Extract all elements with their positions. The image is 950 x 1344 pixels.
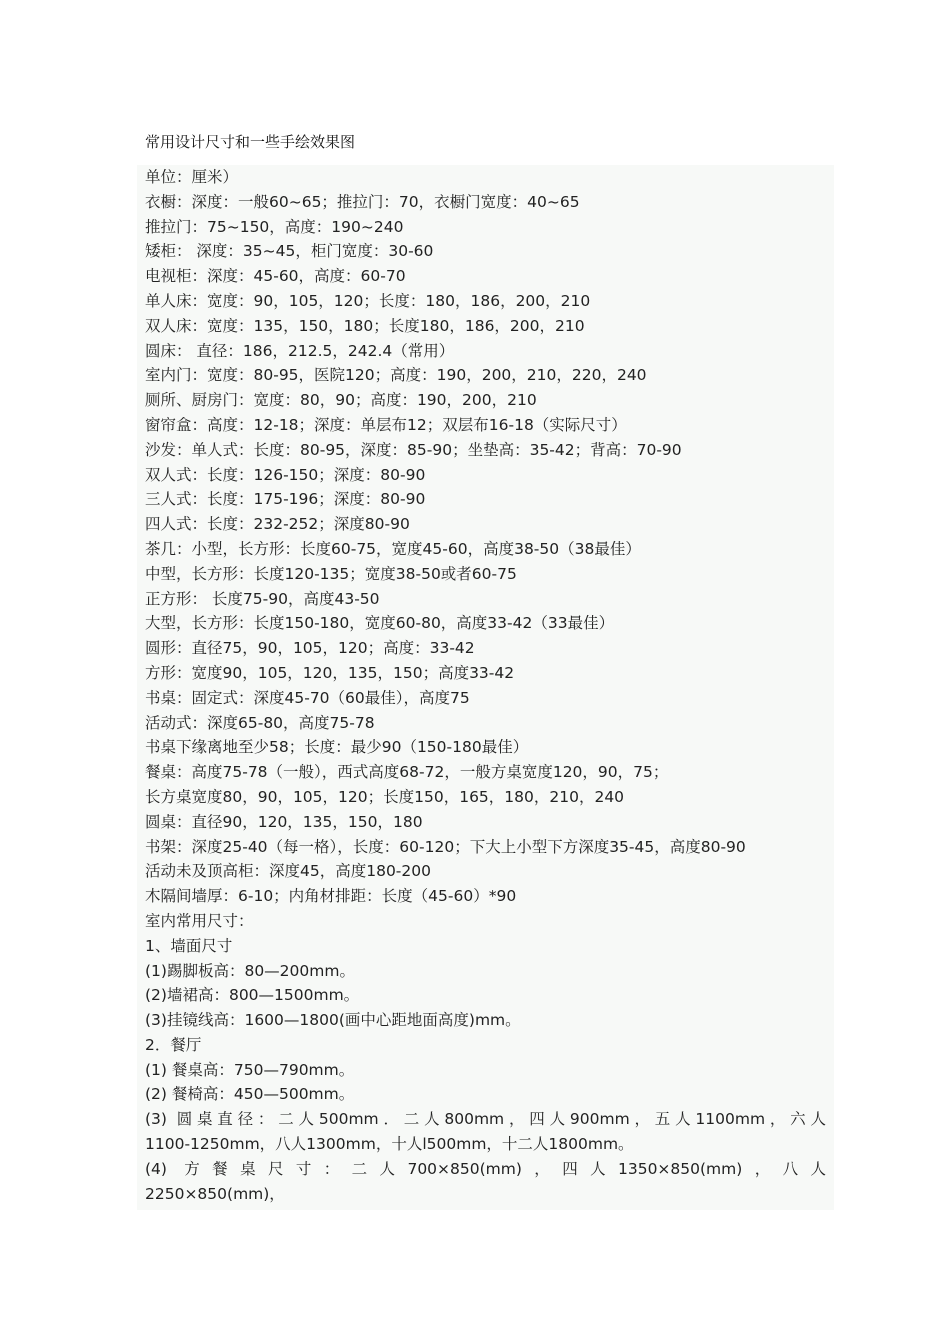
text-line: 活动式：深度65-80，高度75-78 [145,713,375,732]
text-line: (1)踢脚板高：80—200mm。 [145,961,355,980]
text-line: 厕所、厨房门：宽度：80，90；高度：190，200，210 [145,391,537,410]
text-line: 1、墙面尺寸 [145,936,233,955]
text-line: 2．餐厅 [145,1035,202,1054]
text-line: (4) 方餐桌尺寸：二人700×850(mm)，四人1350×850(mm)，八人 [145,1159,826,1178]
text-line: 电视柜：深度：45-60，高度：60-70 [145,267,406,286]
text-line: 书桌下缘离地至少58；长度：最少90（150-180最佳） [145,738,529,757]
text-line: (3)挂镜线高：1600—1800(画中心距地面高度)mm。 [145,1011,521,1030]
text-line: 方形：宽度90，105，120，135，150；高度33-42 [145,663,515,682]
text-line: 长方桌宽度80，90，105，120；长度150，165，180，210，240 [145,787,625,806]
text-line: 中型，长方形：长度120-135；宽度38-50或者60-75 [145,564,517,583]
text-line: 大型，长方形：长度150-180，宽度60-80，高度33-42（33最佳） [145,614,615,633]
text-line: 三人式：长度：175-196；深度：80-90 [145,490,426,509]
text-line: 室内门：宽度：80-95，医院120；高度：190，200，210，220，240 [145,366,647,385]
text-line: (1) 餐桌高：750—790mm。 [145,1060,355,1079]
text-line: 推拉门：75~150，高度：190~240 [145,217,404,236]
text-line: 四人式：长度：232-252；深度80-90 [145,515,410,534]
text-line: 1100-1250mm，八人1300mm，十人l500mm，十二人1800mm。 [145,1135,634,1154]
text-line: 双人床：宽度：135，150，180；长度180，186，200，210 [145,316,585,335]
text-line: 圆床： 直径：186，212.5，242.4（常用） [145,341,455,360]
text-line: 圆形：直径75，90，105，120；高度：33-42 [145,639,475,658]
text-line: (2)墙裙高：800—1500mm。 [145,986,360,1005]
text-line: 衣橱：深度：一般60~65；推拉门：70，衣橱门宽度：40~65 [145,192,580,211]
text-line: 双人式：长度：126-150；深度：80-90 [145,465,426,484]
text-line: 书架：深度25-40（每一格），长度：60-120；下大上小型下方深度35-45，高度80-90 [145,837,746,856]
text-line: 圆桌：直径90，120，135，150，180 [145,812,423,831]
text-line: 木隔间墙厚：6-10；内角材排距：长度（45-60）*90 [145,887,517,906]
text-line: 2250×850(mm)， [145,1184,285,1203]
text-line: 餐桌：高度75-78（一般），西式高度68-72，一般方桌宽度120，90，75； [145,763,669,782]
text-line: 室内常用尺寸： [145,911,254,930]
text-line: (3) 圆桌直径：二人500mm．二人800mm，四人900mm，五人1100mm，六人 [145,1110,826,1129]
text-line: 单位：厘米） [145,168,239,186]
text-line: 书桌：固定式：深度45-70（60最佳），高度75 [145,688,470,707]
text-line: 茶几：小型，长方形：长度60-75，宽度45-60，高度38-50（38最佳） [145,539,641,558]
document-title: 常用设计尺寸和一些手绘效果图 [145,133,356,151]
text-line: 单人床：宽度：90，105，120；长度：180，186，200，210 [145,291,591,310]
text-line: 矮柜： 深度：35~45，柜门宽度：30-60 [145,242,434,261]
text-line: 正方形： 长度75-90，高度43-50 [145,589,380,608]
text-line: 窗帘盒：高度：12-18；深度：单层布12；双层布16-18（实际尺寸） [145,415,627,434]
text-line: (2) 餐椅高：450—500mm。 [145,1085,355,1104]
text-line: 活动未及顶高柜：深度45，高度180-200 [145,862,431,881]
text-line: 沙发：单人式：长度：80-95，深度：85-90；坐垫高：35-42；背高：70-90 [145,440,682,459]
content-block [137,165,834,1210]
